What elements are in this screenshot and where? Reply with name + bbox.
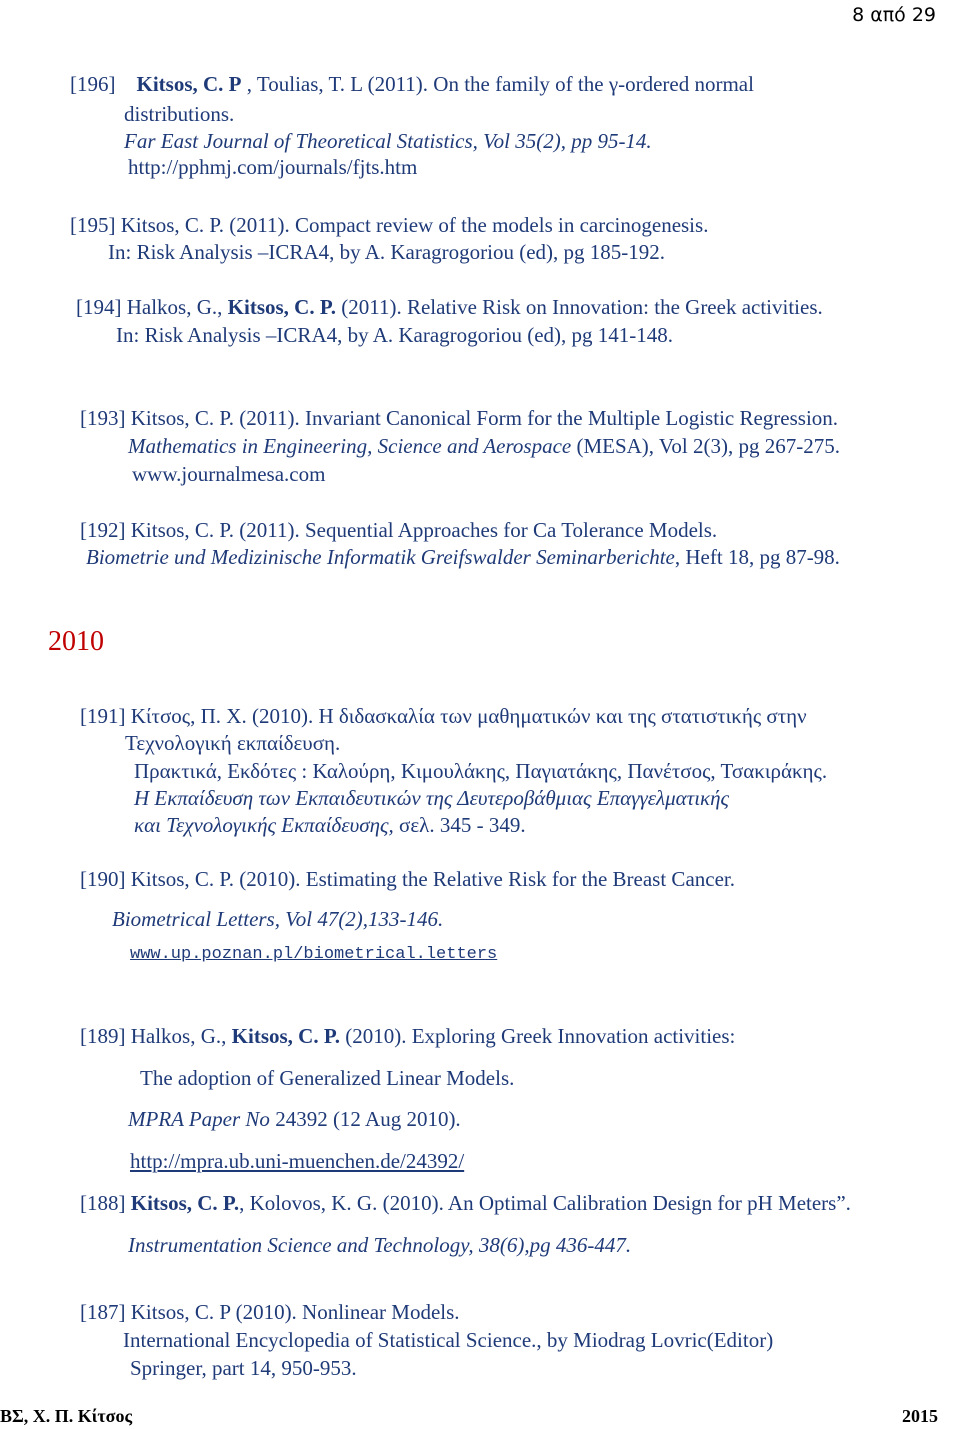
ref-193-line-1: [193] Kitsos, C. P. (2011). Invariant Canonical Form for the Multiple Logistic Regression.: [80, 406, 839, 430]
ref-196-author: Kitsos, C. P: [136, 72, 242, 96]
ref-188-author: Kitsos, C. P.: [130, 1191, 240, 1215]
ref-194-line-1: [76, 294, 823, 320]
ref-187-line-3: Springer, part 14, 950-953.: [130, 1356, 357, 1380]
ref-195-line-2: In: Risk Analysis –ICRA4, by A. Karagrogoriou (ed), pg 185-192.: [108, 240, 666, 264]
ref-191-line-4: Η Εκπαίδευση των Εκπαιδευτικών της Δευτεροβάθμιας Επαγγελματικής: [134, 786, 730, 810]
ref-195-line-1: [195] Kitsos, C. P. (2011). Compact review of the models in carcinogenesis.: [70, 213, 709, 237]
ref-196-line-1: [70, 71, 754, 97]
ref-194-line-2: In: Risk Analysis –ICRA4, by A. Karagrogoriou (ed), pg 141-148.: [116, 323, 674, 347]
ref-190-journal: Biometrical Letters, Vol 47(2),133-146.: [112, 907, 444, 931]
ref-191-line-3: Πρακτικά, Εκδότες : Καλούρη, Κιμουλάκης, Παγιατάκης, Πανέτσος, Τσακιράκης.: [134, 759, 828, 783]
footer-year: 2015: [902, 1406, 938, 1426]
ref-193-journal-rest: (MESA), Vol 2(3), pg 267-275.: [571, 434, 840, 458]
ref-190-url[interactable]: www.up.poznan.pl/biometrical.letters: [130, 945, 498, 964]
ref-189-series-rest: 24392 (12 Aug 2010).: [269, 1107, 461, 1131]
ref-188-pre: [188]: [80, 1191, 131, 1215]
ref-196-url[interactable]: http://pphmj.com/journals/fjts.htm: [128, 155, 418, 179]
ref-194-pre: [194] Halkos, G.,: [76, 295, 228, 319]
ref-193-line-2: [128, 433, 840, 459]
ref-192-line-2: [86, 544, 840, 570]
ref-187-line-2: International Encyclopedia of Statistical Science., by Miodrag Lovric(Editor): [123, 1328, 774, 1352]
ref-189-title: (2010). Exploring Greek Innovation activities:: [339, 1024, 736, 1048]
ref-194-title: (2011). Relative Risk on Innovation: the Greek activities.: [335, 295, 823, 319]
ref-196-num: [196]: [70, 72, 116, 96]
year-heading-2010: 2010: [48, 626, 104, 657]
ref-192-journal: Biometrie und Medizinische Informatik Greifswalder Seminarberichte: [86, 545, 675, 569]
ref-187-line-1: [187] Kitsos, C. P (2010). Nonlinear Models.: [80, 1300, 460, 1324]
ref-189-pre: [189] Halkos, G.,: [80, 1024, 232, 1048]
ref-191-line-5: [134, 812, 526, 838]
ref-196-title: , Toulias, T. L (2011). On the family of the γ-ordered normal: [241, 72, 754, 96]
ref-188-journal: Instrumentation Science and Technology, 38(6),pg 436-447.: [128, 1233, 632, 1257]
ref-189-line-2: The adoption of Generalized Linear Models.: [140, 1066, 515, 1090]
ref-192-journal-rest: , Heft 18, pg 87-98.: [674, 545, 840, 569]
ref-189-url[interactable]: http://mpra.ub.uni-muenchen.de/24392/: [130, 1149, 465, 1173]
ref-191-line-1: [191] Κίτσος, Π. Χ. (2010). Η διδασκαλία των μαθηματικών και της στατιστικής στην: [80, 704, 807, 728]
ref-188-line-1: [80, 1190, 851, 1216]
ref-193-url[interactable]: www.journalmesa.com: [132, 462, 326, 486]
ref-192-line-1: [192] Kitsos, C. P. (2011). Sequential Approaches for Ca Tolerance Models.: [80, 518, 718, 542]
ref-189-author: Kitsos, C. P.: [231, 1024, 340, 1048]
ref-194-author: Kitsos, C. P.: [227, 295, 336, 319]
footer-author: ΒΣ, Χ. Π. Κίτσος: [0, 1406, 133, 1426]
ref-190-line-1: [190] Kitsos, C. P. (2010). Estimating the Relative Risk for the Breast Cancer.: [80, 867, 735, 891]
ref-189-line-1: [80, 1023, 735, 1049]
ref-188-title: , Kolovos, K. G. (2010). An Optimal Calibration Design for pH Meters”.: [239, 1191, 851, 1215]
ref-191-line-2: Τεχνολογική εκπαίδευση.: [125, 731, 341, 755]
ref-193-journal: Mathematics in Engineering, Science and Aerospace: [128, 434, 572, 458]
page-number: 8 από 29: [852, 4, 936, 26]
ref-189-line-3: [128, 1106, 461, 1132]
ref-196-journal: Far East Journal of Theoretical Statistics, Vol 35(2), pp 95-14.: [124, 129, 652, 153]
ref-196-line-2: distributions.: [124, 102, 235, 126]
ref-189-series: MPRA Paper No: [128, 1107, 270, 1131]
ref-191-line-5-pages: σελ. 345 - 349.: [393, 813, 526, 837]
ref-191-line-5-italic: και Τεχνολογικής Εκπαίδευσης,: [134, 813, 394, 837]
